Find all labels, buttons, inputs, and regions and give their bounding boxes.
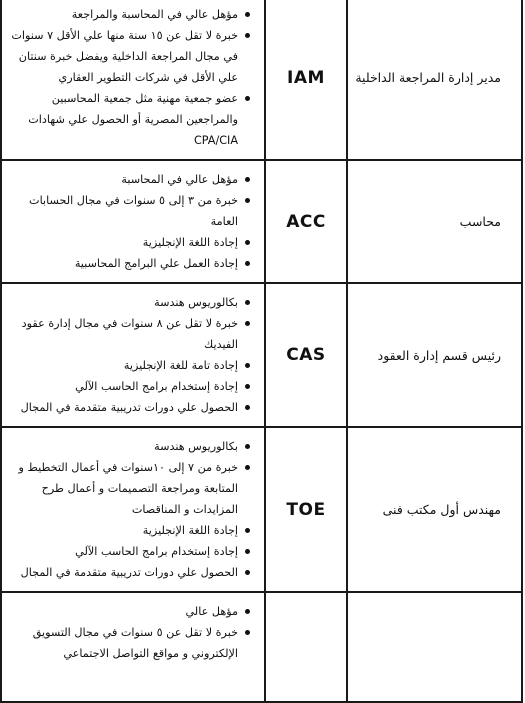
requirements-list — [2, 593, 264, 672]
job-code: TOE — [286, 499, 326, 520]
job-code: CAS — [286, 345, 326, 365]
job-code-cell — [265, 427, 347, 592]
requirements-cell — [1, 283, 265, 427]
requirement-item: خبرة لا تقل عن ١٥ سنة منها علي الأقل ٧ سنوات في مجال المراجعة الداخلية ويفضل خبرة سنتان علي الأقل في شركات التطوير العقاري — [8, 25, 252, 88]
requirements-list — [2, 0, 264, 159]
requirement-item: إجادة تامة للغة الإنجليزية — [8, 355, 252, 376]
job-code: ACC — [286, 211, 326, 232]
requirement-item: مؤهل عالي — [8, 601, 252, 622]
job-code-cell — [265, 0, 347, 160]
requirement-item: خبرة من ٧ إلى ١٠سنوات في أعمال التخطيط و المتابعة ومراجعة التصميمات و أعمال طرح المزايدات و المناقصات — [8, 457, 252, 520]
job-code-cell — [265, 283, 347, 427]
requirement-item: عضو جمعية مهنية مثل جمعية المحاسبين والمراجعين المصرية أو الحصول علي شهادات CPA/CIA — [8, 88, 252, 151]
job-code: IAM — [287, 67, 325, 88]
job-title: مدير إدارة المراجعة الداخلية — [355, 70, 501, 85]
requirement-item: خبرة لا تقل عن ٥ سنوات في مجال التسويق الإلكتروني و مواقع التواصل الاجتماعي — [8, 622, 252, 664]
requirement-item: بكالوريوس هندسة — [8, 436, 252, 457]
requirement-item: إجادة اللغة الإنجليزية — [8, 232, 252, 253]
requirement-item: إجادة العمل علي البرامج المحاسبية — [8, 253, 252, 274]
job-title: مهندس أول مكتب فنى — [382, 502, 501, 517]
table-row — [1, 160, 522, 283]
requirements-cell — [1, 427, 265, 592]
requirement-item: إجادة إستخدام برامج الحاسب الآلي — [8, 376, 252, 397]
requirements-cell — [1, 0, 265, 160]
requirements-list — [2, 161, 264, 282]
requirement-item: إجادة إستخدام برامج الحاسب الآلي — [8, 541, 252, 562]
requirement-item: مؤهل عالي في المحاسبة والمراجعة — [8, 4, 252, 25]
job-title-cell — [347, 160, 522, 283]
table-row — [1, 283, 522, 427]
requirement-item: خبرة من ٣ إلى ٥ سنوات في مجال الحسابات العامة — [8, 190, 252, 232]
requirements-list — [2, 428, 264, 591]
table-row — [1, 592, 522, 702]
requirements-list — [2, 284, 264, 426]
requirement-item: مؤهل عالي في المحاسبة — [8, 169, 252, 190]
job-title-cell — [347, 283, 522, 427]
job-title: رئيس قسم إدارة العقود — [377, 347, 501, 363]
job-code-cell — [265, 160, 347, 283]
job-title: محاسب — [459, 214, 501, 229]
job-title-cell — [347, 0, 522, 160]
requirements-cell — [1, 592, 265, 702]
requirement-item: الحصول علي دورات تدريبية متقدمة في المجال — [8, 397, 252, 418]
table-row — [1, 0, 522, 160]
job-title-cell — [347, 427, 522, 592]
table-row — [1, 427, 522, 592]
requirement-item: خبرة لا تقل عن ٨ سنوات في مجال إدارة عقود الفيديك — [8, 313, 252, 355]
requirements-cell — [1, 160, 265, 283]
requirement-item: إجادة اللغة الإنجليزية — [8, 520, 252, 541]
requirement-item: الحصول علي دورات تدريبية متقدمة في المجال — [8, 562, 252, 583]
job-code-cell — [265, 592, 347, 702]
job-title-cell — [347, 592, 522, 702]
requirement-item: بكالوريوس هندسة — [8, 292, 252, 313]
